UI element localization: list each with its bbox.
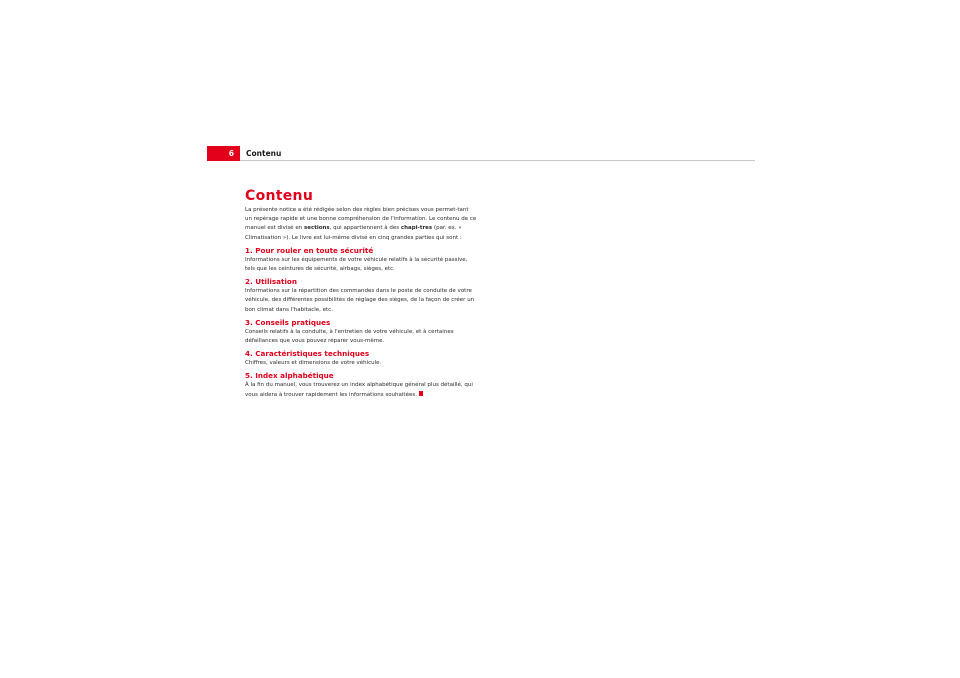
running-title: Contenu	[246, 149, 282, 158]
section-heading: 1. Pour rouler en toute sécurité	[245, 245, 374, 255]
intro-text-2: , qui appartiennent à des	[329, 225, 401, 232]
section-text: Conseils relatifs à la conduite, à l'entretien de votre véhicule, et à certaines défaillances que vous pouvez réparer vous-même.	[245, 328, 454, 345]
section-technical-data	[245, 349, 477, 368]
section-text: Chiffres, valeurs et dimensions de votre véhicule.	[245, 360, 382, 367]
intro-text-1: La présente notice a été rédigée selon des règles bien précises vous permet-tant un repérage rapide et une bonne compréhension de l'information. Le contenu de ce manuel est divisé en	[245, 207, 477, 232]
section-safety	[245, 246, 477, 274]
main-content	[245, 186, 477, 400]
section-text: Informations sur les équipements de votre véhicule relatifs à la sécurité passive, tels que les ceintures de sécurité, airbags, sièges, etc.	[245, 256, 468, 273]
section-usage	[245, 277, 477, 315]
intro-bold-sections: sections	[303, 225, 330, 232]
page-title: Contenu	[245, 188, 314, 204]
page-header	[207, 146, 755, 161]
section-text: À la fin du manuel, vous trouverez un index alphabétique général plus détaillé, qui vous aidera à trouver rapidement les informations souhaitées.	[245, 382, 473, 398]
section-heading: 5. Index alphabétique	[245, 371, 334, 381]
section-practical-tips	[245, 318, 477, 346]
intro-bold-chapitres: chapi-tres	[400, 225, 433, 232]
intro-paragraph	[245, 206, 477, 243]
section-heading: 4. Caractéristiques techniques	[245, 349, 370, 359]
section-index	[245, 371, 477, 399]
section-heading: 2. Utilisation	[245, 277, 297, 287]
section-text-with-end-mark	[245, 381, 477, 399]
header-rule	[240, 160, 755, 161]
section-heading: 3. Conseils pratiques	[245, 317, 331, 327]
page-number: 6	[207, 146, 240, 161]
intro-text-3: (par. ex. « Climatisation »). Le livre est lui-même divisé en cinq grandes parties qui sont :	[245, 225, 462, 241]
end-of-section-square-icon	[419, 391, 424, 396]
section-text: Informations sur la répartition des commandes dans le poste de conduite de votre véhicule, des différentes possibilités de réglage des sièges, de la façon de créer un bon climat dans l'habitacle, etc.	[245, 288, 475, 313]
